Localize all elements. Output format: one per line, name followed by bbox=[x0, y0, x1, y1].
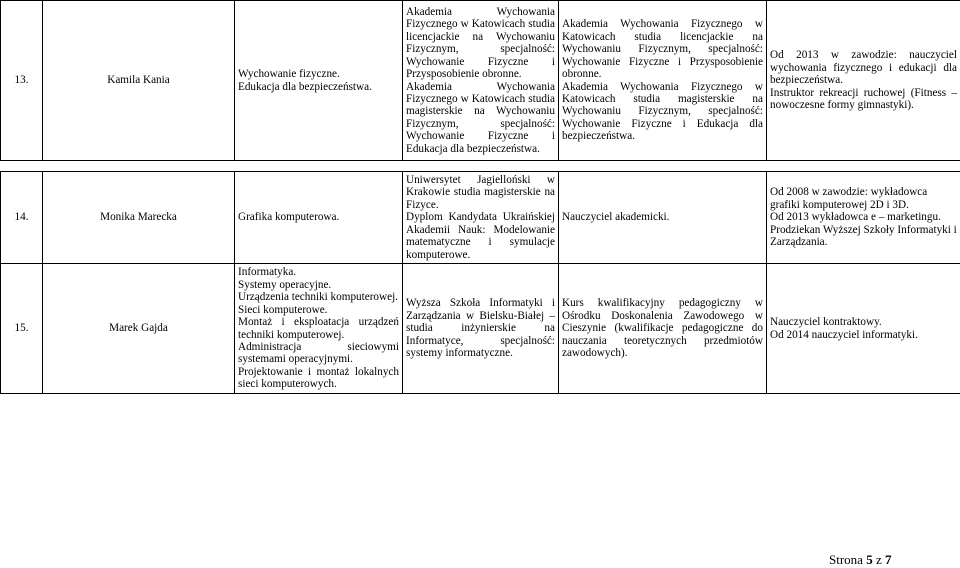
row-spacer bbox=[1, 161, 960, 172]
subject-item: Urządzenia techniki komputerowej. bbox=[238, 291, 399, 303]
experience-item: Prodziekan Wyższej Szkoły Informatyki i Zarządzania. bbox=[770, 224, 957, 249]
subjects-cell bbox=[235, 1, 403, 161]
qualification-item: Akademia Wychowania Fizycznego w Katowicach studia magisterskie na Wychowaniu Fizycznym, specjalność: Wychowanie Fizyczne i Edukacja dla bezpieczeństwa. bbox=[562, 81, 763, 143]
subject-item: Informatyka. bbox=[238, 266, 399, 278]
subject-item: Montaż i eksploatacja urządzeń techniki komputerowej. bbox=[238, 316, 399, 341]
experience-item: Od 2014 nauczyciel informatyki. bbox=[770, 329, 957, 341]
subject-item: Projektowanie i montaż lokalnych sieci komputerowych. bbox=[238, 366, 399, 391]
subject-item: Systemy operacyjne. bbox=[238, 279, 399, 291]
footer-page-number: 5 bbox=[866, 552, 873, 567]
qualifications-cell bbox=[559, 172, 767, 264]
education-item: Wyższa Szkoła Informatyki i Zarządzania w Bielsku-Białej – studia inżynierskie na Informatyce, specjalność: systemy informatyczne. bbox=[406, 297, 555, 359]
subject-item: Grafika komputerowa. bbox=[238, 211, 399, 223]
qualification-item: Akademia Wychowania Fizycznego w Katowicach studia licencjackie na Wychowaniu Fizycznym, specjalność: Wychowanie Fizyczne i Przysposobienie obronne. bbox=[562, 18, 763, 80]
qualification-item: Nauczyciel akademicki. bbox=[562, 211, 763, 223]
experience-cell bbox=[767, 1, 960, 161]
table-row bbox=[1, 1, 960, 161]
education-item: Akademia Wychowania Fizycznego w Katowicach studia licencjackie na Wychowaniu Fizycznym, specjalność: Wychowanie Fizyczne i Przysposobienie obronne. bbox=[406, 6, 555, 80]
footer-separator: z bbox=[873, 552, 885, 567]
qualifications-cell bbox=[559, 264, 767, 394]
experience-item: Instruktor rekreacji ruchowej (Fitness – nowoczesne formy gimnastyki). bbox=[770, 87, 957, 112]
qualifications-cell bbox=[559, 1, 767, 161]
subject-item: Edukacja dla bezpieczeństwa. bbox=[238, 81, 399, 93]
subjects-cell bbox=[235, 172, 403, 264]
teacher-name: Marek Gajda bbox=[43, 264, 235, 394]
row-number: 13. bbox=[1, 1, 43, 161]
row-number: 14. bbox=[1, 172, 43, 264]
table-row bbox=[1, 264, 960, 394]
experience-cell bbox=[767, 172, 960, 264]
teacher-name: Kamila Kania bbox=[43, 1, 235, 161]
experience-item: Od 2013 wykładowca e – marketingu. bbox=[770, 211, 957, 223]
page-footer bbox=[829, 552, 891, 568]
experience-item: Nauczyciel kontraktowy. bbox=[770, 316, 957, 328]
experience-item: Od 2013 w zawodzie: nauczyciel wychowania fizycznego i edukacji dla bezpieczeństwa. bbox=[770, 49, 957, 86]
footer-prefix: Strona bbox=[829, 552, 866, 567]
education-cell bbox=[403, 1, 559, 161]
education-item: Uniwersytet Jagielloński w Krakowie studia magisterskie na Fizyce. bbox=[406, 174, 555, 211]
education-cell bbox=[403, 172, 559, 264]
qualification-item: Kurs kwalifikacyjny pedagogiczny w Ośrodku Doskonalenia Zawodowego w Cieszynie (kwalifikacje pedagogiczne do nauczania teoretycznych przedmiotów zawodowych). bbox=[562, 297, 763, 359]
subjects-cell bbox=[235, 264, 403, 394]
subject-item: Administracja sieciowymi systemami operacyjnymi. bbox=[238, 341, 399, 366]
table-row bbox=[1, 172, 960, 264]
teacher-name: Monika Marecka bbox=[43, 172, 235, 264]
education-item: Dyplom Kandydata Ukraińskiej Akademii Nauk: Modelowanie matematyczne i symulacje komputerowe. bbox=[406, 211, 555, 261]
education-cell bbox=[403, 264, 559, 394]
footer-total-pages: 7 bbox=[885, 552, 892, 567]
education-item: Akademia Wychowania Fizycznego w Katowicach studia magisterskie na Wychowaniu Fizycznym, specjalność: Wychowanie Fizyczne i Edukacja dla bezpieczeństwa. bbox=[406, 81, 555, 155]
subject-item: Wychowanie fizyczne. bbox=[238, 68, 399, 80]
experience-cell bbox=[767, 264, 960, 394]
row-number: 15. bbox=[1, 264, 43, 394]
experience-item: Od 2008 w zawodzie: wykładowca grafiki komputerowej 2D i 3D. bbox=[770, 186, 957, 211]
subject-item: Sieci komputerowe. bbox=[238, 304, 399, 316]
